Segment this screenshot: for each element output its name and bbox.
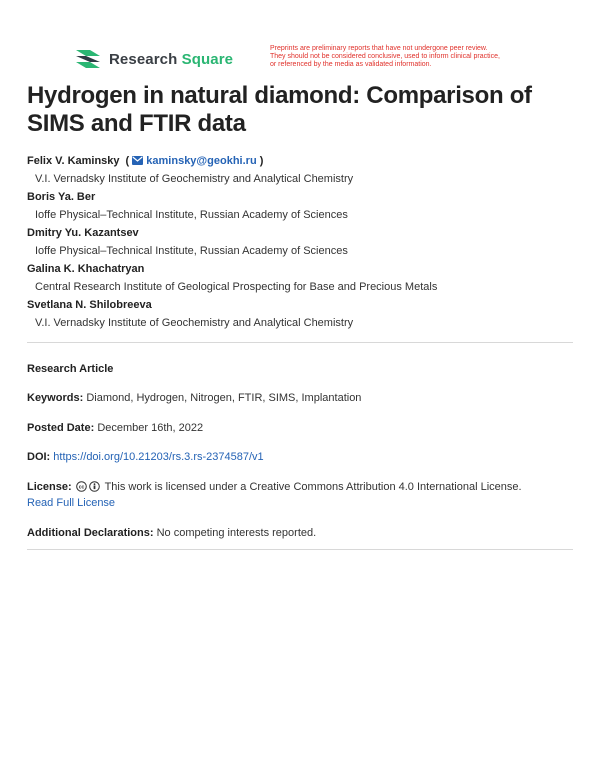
section-divider — [27, 342, 573, 343]
envelope-icon — [132, 156, 143, 165]
svg-text:cc: cc — [78, 484, 84, 491]
declarations-row — [27, 525, 573, 541]
author-name-row — [27, 152, 573, 170]
research-square-logo[interactable] — [74, 48, 233, 70]
doi-link[interactable]: https://doi.org/10.21203/rs.3.rs-2374587/v1 — [53, 451, 264, 463]
brand-name — [109, 51, 233, 68]
author-item — [27, 296, 573, 332]
author-name: Svetlana N. Shilobreeva — [27, 298, 152, 311]
notice-line: They should not be considered conclusive, used to inform clinical practice, — [270, 53, 500, 60]
notice-line: Preprints are preliminary reports that have not undergone peer review. — [270, 45, 488, 52]
cc-license-icons — [76, 481, 100, 492]
keywords-value: Diamond, Hydrogen, Nitrogen, FTIR, SIMS, Implantation — [86, 392, 362, 404]
author-list — [27, 152, 573, 332]
brand-accent: Square — [181, 50, 234, 68]
research-square-logo-icon — [74, 48, 102, 70]
attribution-icon — [89, 481, 100, 492]
author-affiliation: Central Research Institute of Geological Prospecting for Base and Precious Metals — [35, 280, 438, 293]
author-name: Galina K. Khachatryan — [27, 262, 145, 275]
author-item — [27, 224, 573, 260]
author-name: Felix V. Kaminsky — [27, 154, 120, 167]
author-affiliation: Ioffe Physical–Technical Institute, Russian Academy of Sciences — [35, 208, 348, 221]
doi-label: DOI: — [27, 451, 51, 463]
keywords-row — [27, 390, 573, 406]
license-row — [27, 479, 573, 511]
author-item — [27, 152, 573, 188]
read-full-license-link[interactable]: Read Full License — [27, 497, 116, 509]
license-text: This work is licensed under a Creative Commons Attribution 4.0 International License. — [104, 481, 522, 493]
posted-date-row — [27, 420, 573, 436]
preprint-notice — [270, 45, 570, 69]
author-affiliation: V.I. Vernadsky Institute of Geochemistry and Analytical Chemistry — [35, 316, 354, 329]
posted-date-label: Posted Date: — [27, 422, 95, 434]
author-email-link[interactable] — [132, 155, 256, 167]
author-email: kaminsky@geokhi.ru — [146, 154, 257, 167]
keywords-label: Keywords: — [27, 392, 84, 404]
brand-primary: Research — [109, 50, 178, 68]
author-affiliation: Ioffe Physical–Technical Institute, Russian Academy of Sciences — [35, 244, 348, 257]
declarations-value: No competing interests reported. — [156, 527, 317, 539]
declarations-label: Additional Declarations: — [27, 527, 154, 539]
author-item — [27, 188, 573, 224]
author-name: Dmitry Yu. Kazantsev — [27, 226, 139, 239]
doi-row — [27, 449, 573, 465]
posted-date-value: December 16th, 2022 — [97, 422, 204, 434]
article-type-label: Research Article — [27, 363, 114, 375]
author-email-group: ( kaminsky@geokhi.ru ) — [125, 154, 264, 167]
article-type — [27, 361, 573, 377]
author-affiliation: V.I. Vernadsky Institute of Geochemistry and Analytical Chemistry — [35, 172, 354, 185]
notice-line: or referenced by the media as validated information. — [270, 61, 432, 68]
license-label: License: — [27, 481, 72, 493]
page-header — [0, 0, 600, 80]
paper-title: Hydrogen in natural diamond: Comparison of SIMS and FTIR data — [27, 82, 532, 137]
creative-commons-icon — [76, 481, 87, 492]
author-item — [27, 260, 573, 296]
author-name: Boris Ya. Ber — [27, 190, 96, 203]
section-divider — [27, 549, 573, 550]
